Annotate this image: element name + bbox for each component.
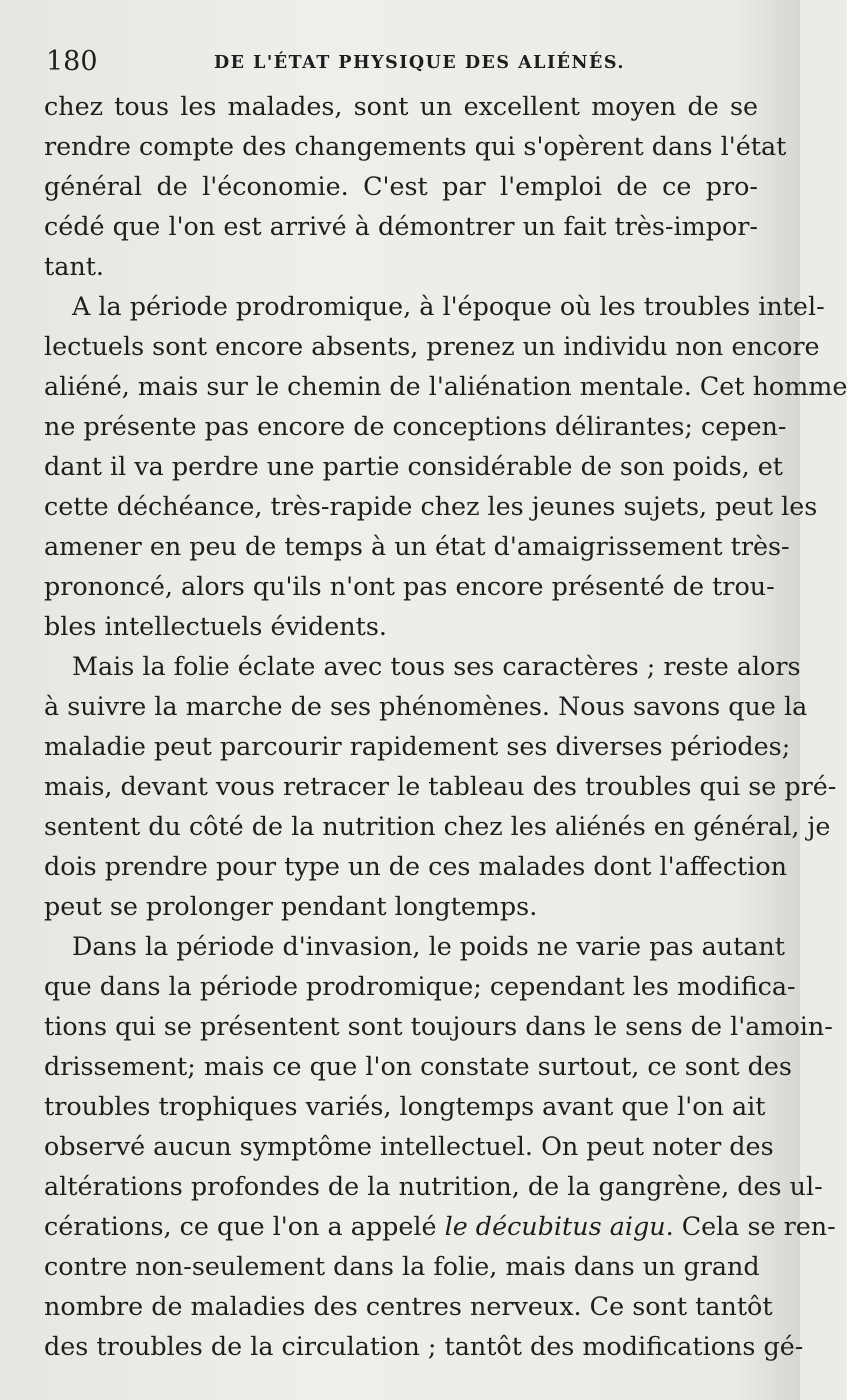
text-line: troubles trophiques variés, longtemps avant que l'on ait [44,1091,766,1121]
text-line: dois prendre pour type un de ces malades dont l'affection [44,851,787,881]
text-line: cédé que l'on est arrivé à démontrer un fait très-impor- [44,211,758,241]
text-line: maladie peut parcourir rapidement ses diverses périodes; [44,731,791,761]
text-line: amener en peu de temps à un état d'amaigrissement très- [44,531,790,561]
text-segment: . Cela se ren- [665,1211,836,1241]
page-number: 180 [46,46,98,77]
text-line: contre non-seulement dans la folie, mais dans un grand [44,1251,760,1281]
text-line: drissement; mais ce que l'on constate surtout, ce sont des [44,1051,792,1081]
text-line: prononcé, alors qu'ils n'ont pas encore présenté de trou- [44,571,775,601]
text-line: peut se prolonger pendant longtemps. [44,891,538,921]
text-segment: cérations, ce que l'on a appelé [44,1211,437,1241]
text-line: aliéné, mais sur le chemin de l'aliénation mentale. Cet homme [44,371,847,401]
text-line: observé aucun symptôme intellectuel. On peut noter des [44,1131,774,1161]
text-line: lectuels sont encore absents, prenez un individu non encore [44,331,820,361]
text-line: altérations profondes de la nutrition, de la gangrène, des ul- [44,1171,823,1201]
italic-term: le décubitus aigu [444,1211,666,1241]
text-line: chez tous les malades, sont un excellent moyen de se [44,91,758,121]
text-line: nombre de maladies des centres nerveux. Ce sont tantôt [44,1291,773,1321]
paragraph-1 [44,86,787,286]
text-line: ne présente pas encore de conceptions délirantes; cepen- [44,411,787,441]
paragraph-4 [44,926,836,1366]
text-line: tant. [44,251,104,281]
body-text [44,86,847,1366]
text-line: cette déchéance, très-rapide chez les jeunes sujets, peut les [44,491,818,521]
text-line: que dans la période prodromique; cependant les modifica- [44,971,796,1001]
text-line: à suivre la marche de ses phénomènes. Nous savons que la [44,691,808,721]
page-header [46,44,766,80]
text-line: Mais la folie éclate avec tous ses caractères ; reste alors [72,651,801,681]
paragraph-3 [44,646,837,926]
running-title: DE L'ÉTAT PHYSIQUE DES ALIÉNÉS. [214,53,625,73]
text-line: bles intellectuels évidents. [44,611,387,641]
text-line: Dans la période d'invasion, le poids ne varie pas autant [72,931,785,961]
text-line: rendre compte des changements qui s'opèrent dans l'état [44,131,787,161]
text-line: mais, devant vous retracer le tableau des troubles qui se pré- [44,771,837,801]
text-line: A la période prodromique, à l'époque où les troubles intel- [72,291,825,321]
text-line: sentent du côté de la nutrition chez les aliénés en général, je [44,811,831,841]
paragraph-2 [44,286,847,646]
text-line: dant il va perdre une partie considérable de son poids, et [44,451,783,481]
text-line-mixed [44,1206,836,1246]
text-line: général de l'économie. C'est par l'emploi de ce pro- [44,171,758,201]
text-line: tions qui se présentent sont toujours dans le sens de l'amoin- [44,1011,833,1041]
text-line: des troubles de la circulation ; tantôt des modifications gé- [44,1331,804,1361]
